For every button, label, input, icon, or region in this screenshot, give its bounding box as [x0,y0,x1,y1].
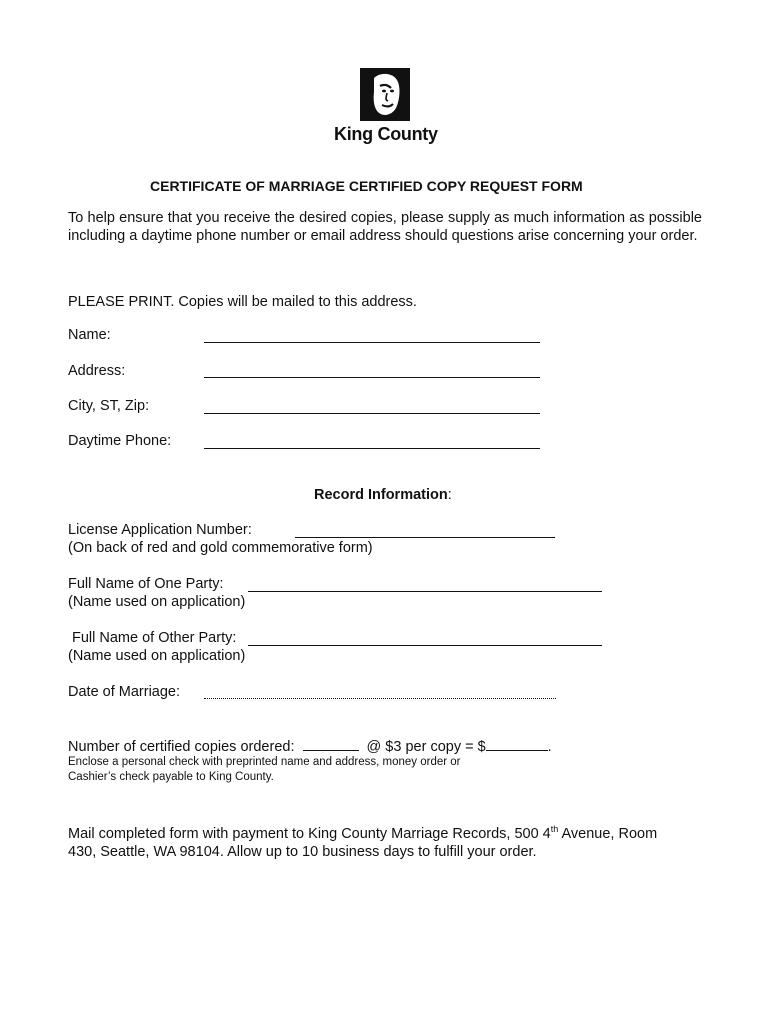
daytime-phone-field[interactable] [204,448,540,449]
print-note: PLEASE PRINT. Copies will be mailed to this address. [68,294,417,310]
record-information-heading: Record Information: [314,487,452,503]
party-two-field[interactable] [248,645,602,646]
date-of-marriage-label: Date of Marriage: [68,684,181,700]
copies-label: Number of certified copies ordered: [68,739,295,755]
copies-count-field[interactable] [303,737,359,751]
name-label: Name: [68,327,111,343]
party-two-label: Full Name of Other Party: [72,630,237,646]
party-two-sublabel: (Name used on application) [68,648,246,664]
payment-note-line-2: Cashier’s check payable to King County. [68,771,274,783]
daytime-phone-label: Daytime Phone: [68,433,172,449]
party-one-label: Full Name of One Party: [68,576,224,592]
city-st-zip-label: City, ST, Zip: [68,398,150,414]
city-st-zip-field[interactable] [204,413,540,414]
payment-note [68,755,461,785]
mail-instructions [68,820,657,861]
total-amount-field[interactable] [486,737,548,751]
license-number-sublabel: (On back of red and gold commemorative form) [68,540,373,556]
license-number-label: License Application Number: [68,522,252,538]
logo-wordmark: King County [334,124,438,144]
mail-text-2: Avenue, Room [558,825,658,842]
party-one-sublabel: (Name used on application) [68,594,246,610]
price-text: @ $3 per copy = $ [366,739,486,755]
king-county-portrait-icon [360,68,410,121]
payment-note-line-1: Enclose a personal check with preprinted name and address, money order or [68,756,461,768]
address-label: Address: [68,363,126,379]
mail-text-1: Mail completed form with payment to King County Marriage Records, 500 4 [68,825,551,842]
mail-text-3: 430, Seattle, WA 98104. Allow up to 10 business days to fulfill your order. [68,843,537,860]
date-of-marriage-field[interactable] [204,698,556,699]
party-one-field[interactable] [248,591,602,592]
license-number-field[interactable] [295,537,555,538]
address-field[interactable] [204,377,540,378]
copies-end: . [547,739,552,755]
name-field[interactable] [204,342,540,343]
intro-paragraph: To help ensure that you receive the desired copies, please supply as much information as possible including a daytime phone number or email address should questions arise concerning your order. [68,210,702,244]
form-title: CERTIFICATE OF MARRIAGE CERTIFIED COPY REQUEST FORM [150,178,583,194]
copies-line [68,737,552,755]
mail-sup: th [550,824,559,834]
king-county-logo-icon [360,68,410,121]
